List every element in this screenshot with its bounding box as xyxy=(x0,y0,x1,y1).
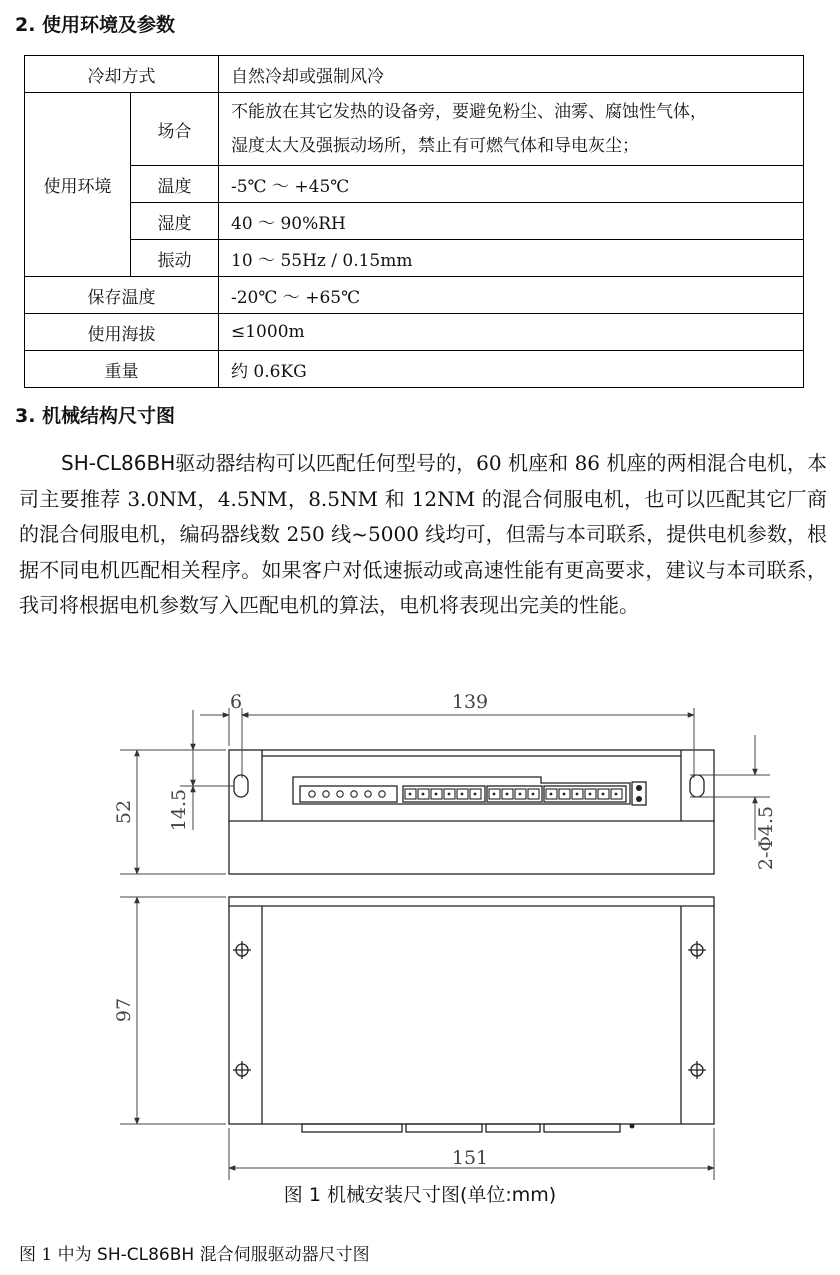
humidity-value: 40 ～ 90%RH xyxy=(219,203,804,240)
mounting-hole xyxy=(233,1061,251,1079)
description-paragraph xyxy=(19,446,827,624)
dim-97-label: 97 xyxy=(113,997,135,1023)
section-3-title: 3. 机械结构尺寸图 xyxy=(15,405,176,427)
place-value xyxy=(219,93,804,166)
dim-52-label: 52 xyxy=(113,799,135,825)
model-name: SH-CL86BH xyxy=(61,451,176,475)
footnote xyxy=(19,1240,370,1265)
env-label: 使用环境 xyxy=(25,93,131,277)
table-row xyxy=(25,277,804,314)
mounting-hole xyxy=(688,1061,706,1079)
vibration-value: 10 ～ 55Hz / 0.15mm xyxy=(219,240,804,277)
table-row xyxy=(25,240,804,277)
dim-6-label: 6 xyxy=(229,691,243,713)
weight-label: 重量 xyxy=(25,351,219,388)
mechanical-drawing xyxy=(0,680,840,1180)
environment-table xyxy=(24,55,804,388)
terminal-pins xyxy=(309,789,622,799)
table-row xyxy=(25,203,804,240)
dim-hole-label: 2-Φ4.5 xyxy=(755,805,777,871)
weight-value: 约 0.6KG xyxy=(219,351,804,388)
dim-151-label: 151 xyxy=(451,1147,489,1169)
temp-label: 温度 xyxy=(131,166,219,203)
footnote-prefix: 图 1 中为 xyxy=(19,1245,92,1265)
vibration-label: 振动 xyxy=(131,240,219,277)
table-row xyxy=(25,351,804,388)
place-value-line: 湿度太大及强振动场所，禁止有可燃气体和导电灰尘； xyxy=(231,136,639,156)
description-text: 驱动器结构可以匹配任何型号的，60 机座和 86 机座的两相混合电机，本司主要推荐 3.0NM，4.5NM，8.5NM 和 12NM 的混合伺服电机，也可以匹配其它厂商的混合伺服电机，编码器线数 250 线~5000 线均可，但需与本司联系，提供电机参数，根据不同电机匹配相关程序。如果客户对低速振动或高速性能有更高要求，建议与本司联系，我司将根据电机参数写入匹配电机的算法，电机将表现出完美的性能。 xyxy=(19,451,827,617)
table-row xyxy=(25,166,804,203)
altitude-value: ≤1000m xyxy=(219,314,804,351)
side-view-body xyxy=(229,750,714,874)
table-row xyxy=(25,314,804,351)
mounting-hole xyxy=(233,941,251,959)
mounting-slot xyxy=(234,775,248,797)
altitude-label: 使用海拔 xyxy=(25,314,219,351)
footnote-model: SH-CL86BH xyxy=(97,1245,195,1265)
temp-value: -5℃ ～ +45℃ xyxy=(219,166,804,203)
dim-14-5-label: 14.5 xyxy=(168,788,190,832)
place-value-line: 不能放在其它发热的设备旁，要避免粉尘、油雾、腐蚀性气体， xyxy=(231,102,707,122)
top-view-body xyxy=(229,897,714,1124)
humidity-label: 湿度 xyxy=(131,203,219,240)
place-label: 场合 xyxy=(131,93,219,166)
footnote-suffix: 混合伺服驱动器尺寸图 xyxy=(199,1245,370,1265)
figure-caption: 图 1 机械安装尺寸图(单位:mm) xyxy=(283,1184,557,1206)
table-row xyxy=(25,93,804,166)
connector-block xyxy=(293,777,630,804)
mounting-slot xyxy=(690,775,704,797)
storage-value: -20℃ ～ +65℃ xyxy=(219,277,804,314)
storage-label: 保存温度 xyxy=(25,277,219,314)
cooling-label: 冷却方式 xyxy=(25,56,219,93)
section-2-title: 2. 使用环境及参数 xyxy=(15,14,176,36)
mounting-hole xyxy=(688,941,706,959)
cooling-value: 自然冷却或强制风冷 xyxy=(219,56,804,93)
dim-139-label: 139 xyxy=(451,691,489,713)
table-row xyxy=(25,56,804,93)
